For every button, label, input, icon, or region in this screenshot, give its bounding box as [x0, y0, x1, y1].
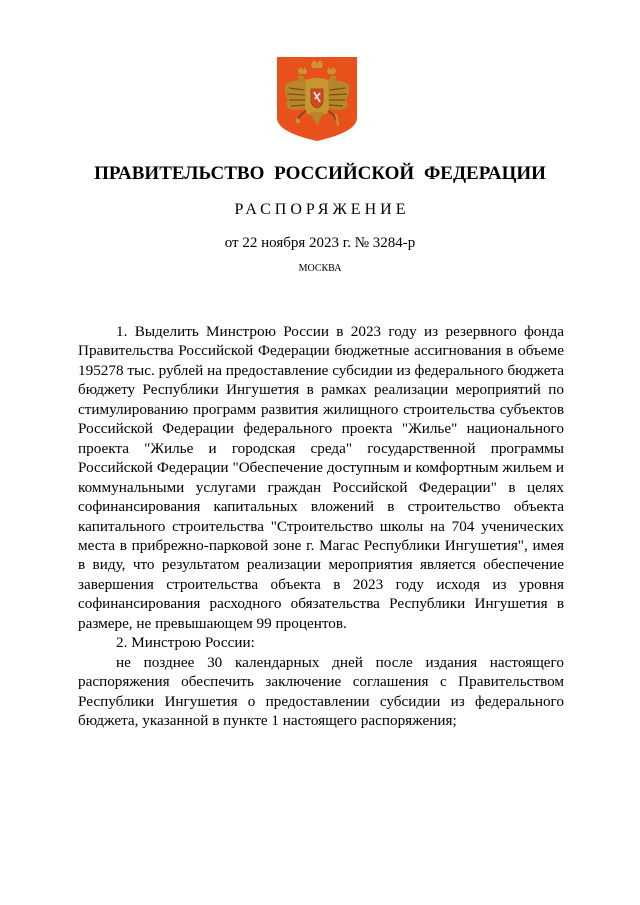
- paragraph-2: 2. Минстрою России:: [116, 634, 255, 652]
- government-title: ПРАВИТЕЛЬСТВО РОССИЙСКОЙ ФЕДЕРАЦИИ: [94, 163, 546, 184]
- coat-of-arms-icon: [276, 56, 358, 142]
- paragraph-3: не позднее 30 календарных дней после издания настоящего распоряжения обеспечить заключение соглашения с Правительством Республики Ингушетия о предоставлении субсидии из федерального бюджета, указанной в пункте 1 настоящего распоряжения;: [78, 653, 564, 730]
- document-kind: РАСПОРЯЖЕНИЕ: [234, 201, 410, 218]
- document-date-number: от 22 ноября 2023 г. № 3284-р: [224, 235, 416, 251]
- document-city: МОСКВА: [298, 263, 342, 274]
- coat-of-arms-emblem: [276, 56, 358, 142]
- paragraph-1: 1. Выделить Минстрою России в 2023 году из резервного фонда Правительства Российской Федерации бюджетные ассигнования в объеме 195278 тыс. рублей на предоставление субсидии из федерального бюджета бюджету Республики Ингушетия в рамках реализации мероприятий по стимулированию программ развития жилищного строительства субъектов Российской Федерации федерального проекта "Жилье" национального проекта "Жилье и городская среда" государственной программы Российской Федерации "Обеспечение доступным и комфортным жильем и коммунальными услугами граждан Российской Федерации" в целях софинансирования капитальных вложений в строительство объекта капитального строительства "Строительство школы на 704 ученических места в прибрежно-парковой зоне г. Магас Республики Ингушетия", имея в виду, что результатом реализации мероприятия является обеспечение завершения строительства объекта в 2023 году исходя из уровня софинансирования расходного обязательства Республики Ингушетия в размере, не превышающем 99 процентов.: [78, 323, 564, 632]
- document-body: [78, 322, 564, 731]
